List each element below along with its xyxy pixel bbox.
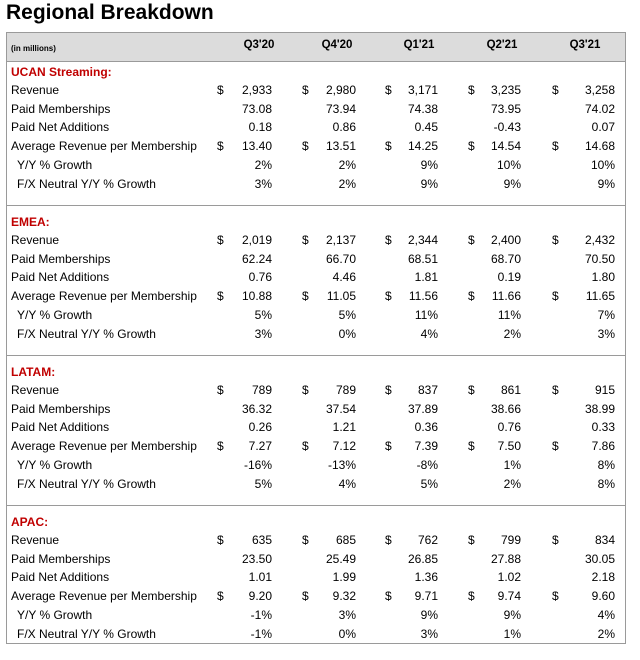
cell-value: 5% [254, 476, 272, 491]
cell-value: 9.74 [497, 589, 521, 604]
page-title: Regional Breakdown [6, 1, 214, 24]
cell-value: 789 [335, 383, 356, 397]
row-label: Paid Net Additions [11, 570, 110, 585]
row-label: Paid Memberships [11, 251, 111, 266]
table-row [7, 156, 625, 175]
currency-symbol: $ [468, 83, 475, 97]
cell-value: 73.95 [490, 101, 521, 116]
cell-value: 1.80 [591, 270, 615, 285]
table-row [7, 437, 625, 456]
row-label: F/X Neutral Y/Y % Growth [17, 176, 156, 191]
row-label: Paid Memberships [11, 551, 111, 566]
currency-symbol: $ [302, 233, 309, 247]
currency-symbol: $ [217, 139, 224, 154]
cell-value: 0.76 [248, 270, 272, 285]
currency-symbol: $ [385, 439, 392, 454]
table-row [7, 475, 625, 494]
currency-symbol: $ [385, 83, 392, 97]
cell-value: 2,400 [490, 233, 521, 247]
section-title: EMEA: [11, 215, 50, 229]
table-row [7, 287, 625, 306]
section-title: APAC: [11, 515, 49, 529]
table-row [7, 268, 625, 287]
cell-value: 9.60 [591, 589, 615, 604]
cell-value: 2% [597, 626, 615, 641]
cell-value: 0.86 [332, 120, 356, 135]
cell-value: 3,235 [490, 83, 521, 97]
cell-value: 7.27 [248, 439, 272, 454]
row-label: Revenue [11, 83, 60, 97]
cell-value: 2% [503, 476, 521, 491]
column-header-q2-21: Q2'21 [486, 39, 518, 51]
row-label: Revenue [11, 533, 60, 547]
currency-symbol: $ [302, 139, 309, 154]
cell-value: 23.50 [241, 551, 272, 566]
cell-value: 0.19 [497, 270, 521, 285]
row-label: F/X Neutral Y/Y % Growth [17, 326, 156, 341]
row-label: Average Revenue per Membership [11, 589, 197, 604]
cell-value: 7% [597, 307, 615, 322]
cell-value: 837 [417, 383, 438, 397]
table-row [7, 231, 625, 250]
cell-value: 14.54 [490, 139, 521, 154]
cell-value: 1% [503, 457, 521, 472]
currency-symbol: $ [302, 383, 309, 397]
cell-value: -1% [250, 626, 272, 641]
currency-symbol: $ [468, 533, 475, 547]
cell-value: 685 [335, 533, 356, 547]
row-label: Y/Y % Growth [17, 607, 93, 622]
regional-breakdown-table [6, 32, 626, 644]
cell-value: 3% [254, 176, 272, 191]
cell-value: 66.70 [325, 251, 356, 266]
table-row [7, 400, 625, 419]
cell-value: 0.76 [497, 420, 521, 435]
cell-value: 13.40 [241, 139, 272, 154]
cell-value: -0.43 [493, 120, 521, 135]
section-title: LATAM: [11, 365, 56, 379]
cell-value: 74.38 [407, 101, 438, 116]
currency-symbol: $ [302, 83, 309, 97]
currency-symbol: $ [468, 289, 475, 304]
table-row [7, 325, 625, 344]
currency-symbol: $ [302, 439, 309, 454]
cell-value: 1% [503, 626, 521, 641]
row-label: Y/Y % Growth [17, 157, 93, 172]
cell-value: 14.25 [407, 139, 438, 154]
cell-value: 2,980 [325, 83, 356, 97]
cell-value: 11% [497, 307, 521, 322]
cell-value: 0% [338, 326, 356, 341]
currency-symbol: $ [552, 289, 559, 304]
cell-value: 2% [254, 157, 272, 172]
cell-value: 9% [503, 607, 521, 622]
currency-symbol: $ [385, 233, 392, 247]
cell-value: 1.01 [248, 570, 272, 585]
cell-value: 4% [597, 607, 615, 622]
currency-symbol: $ [217, 589, 224, 604]
cell-value: 38.66 [490, 401, 521, 416]
cell-value: 7.50 [497, 439, 521, 454]
table-row [7, 550, 625, 569]
column-header-q4-20: Q4'20 [321, 39, 353, 51]
cell-value: 38.99 [584, 401, 615, 416]
row-label: Paid Memberships [11, 401, 111, 416]
cell-value: 27.88 [490, 551, 521, 566]
cell-value: 9% [420, 157, 438, 172]
row-label: Paid Net Additions [11, 270, 110, 285]
currency-symbol: $ [217, 83, 224, 97]
table-row [7, 250, 625, 269]
cell-value: 1.36 [414, 570, 438, 585]
currency-symbol: $ [385, 139, 392, 154]
table-row [7, 568, 625, 587]
table-row [7, 100, 625, 119]
currency-symbol: $ [302, 289, 309, 304]
cell-value: 2% [503, 326, 521, 341]
cell-value: 37.54 [325, 401, 356, 416]
currency-symbol: $ [552, 439, 559, 454]
cell-value: 9% [420, 607, 438, 622]
cell-value: 7.12 [332, 439, 356, 454]
table-row [7, 118, 625, 137]
currency-symbol: $ [217, 533, 224, 547]
cell-value: 30.05 [584, 551, 615, 566]
row-label: Paid Net Additions [11, 420, 110, 435]
cell-value: 834 [594, 533, 615, 547]
cell-value: 26.85 [407, 551, 438, 566]
cell-value: 4% [420, 326, 438, 341]
currency-symbol: $ [552, 83, 559, 97]
section-title: UCAN Streaming: [11, 65, 112, 79]
currency-symbol: $ [552, 589, 559, 604]
cell-value: 3% [254, 326, 272, 341]
cell-value: 10% [590, 157, 615, 172]
cell-value: 62.24 [241, 251, 272, 266]
cell-value: 11.05 [326, 289, 356, 304]
cell-value: 3,171 [407, 83, 438, 97]
cell-value: 9% [503, 176, 521, 191]
cell-value: 37.89 [407, 401, 438, 416]
cell-value: 5% [338, 307, 356, 322]
currency-symbol: $ [385, 533, 392, 547]
cell-value: 2% [338, 157, 356, 172]
currency-symbol: $ [217, 233, 224, 247]
cell-value: -8% [416, 457, 438, 472]
currency-symbol: $ [468, 383, 475, 397]
currency-symbol: $ [468, 439, 475, 454]
cell-value: 2,344 [407, 233, 438, 247]
cell-value: 0.18 [248, 120, 272, 135]
cell-value: 3% [597, 326, 615, 341]
cell-value: 3% [420, 626, 438, 641]
cell-value: 7.86 [591, 439, 615, 454]
cell-value: 1.21 [332, 420, 356, 435]
cell-value: 13.51 [325, 139, 356, 154]
row-label: Y/Y % Growth [17, 307, 93, 322]
cell-value: 9% [597, 176, 615, 191]
table-header [7, 33, 625, 62]
cell-value: 0.07 [591, 120, 615, 135]
currency-symbol: $ [217, 439, 224, 454]
cell-value: 0.36 [414, 420, 438, 435]
cell-value: -13% [327, 457, 356, 472]
table-row [7, 456, 625, 475]
cell-value: 0% [338, 626, 356, 641]
currency-symbol: $ [385, 289, 392, 304]
cell-value: 10.88 [241, 289, 272, 304]
cell-value: 2.18 [591, 570, 615, 585]
column-header-q3-21: Q3'21 [569, 39, 601, 51]
cell-value: 9% [420, 176, 438, 191]
table-row [7, 587, 625, 606]
cell-value: 789 [251, 383, 272, 397]
section-divider [7, 355, 625, 356]
cell-value: 7.39 [414, 439, 438, 454]
cell-value: 3% [338, 607, 356, 622]
cell-value: -1% [250, 607, 272, 622]
column-header-q3-20: Q3'20 [243, 39, 275, 51]
cell-value: 5% [420, 476, 438, 491]
cell-value: 2% [338, 176, 356, 191]
cell-value: 11.56 [408, 289, 438, 304]
row-label: Paid Memberships [11, 101, 111, 116]
row-label: Paid Net Additions [11, 120, 110, 135]
row-label: Average Revenue per Membership [11, 139, 197, 154]
currency-symbol: $ [468, 589, 475, 604]
cell-value: 4% [338, 476, 356, 491]
table-row [7, 137, 625, 156]
cell-value: 68.51 [407, 251, 438, 266]
cell-value: 9.20 [248, 589, 272, 604]
cell-value: 0.45 [414, 120, 438, 135]
currency-symbol: $ [385, 589, 392, 604]
currency-symbol: $ [552, 383, 559, 397]
cell-value: 25.49 [325, 551, 356, 566]
currency-symbol: $ [302, 589, 309, 604]
cell-value: 68.70 [490, 251, 521, 266]
cell-value: 635 [251, 533, 272, 547]
units-label: (in millions) [11, 44, 56, 53]
cell-value: 36.32 [241, 401, 272, 416]
row-label: Average Revenue per Membership [11, 289, 197, 304]
cell-value: 861 [500, 383, 521, 397]
cell-value: 2,432 [584, 233, 615, 247]
currency-symbol: $ [552, 233, 559, 247]
section-divider [7, 205, 625, 206]
cell-value: 5% [254, 307, 272, 322]
table-row [7, 418, 625, 437]
currency-symbol: $ [468, 139, 475, 154]
cell-value: 9.32 [332, 589, 356, 604]
cell-value: 11.66 [491, 289, 521, 304]
row-label: Revenue [11, 233, 60, 247]
table-row [7, 625, 625, 644]
row-label: F/X Neutral Y/Y % Growth [17, 476, 156, 491]
row-label: Average Revenue per Membership [11, 439, 197, 454]
currency-symbol: $ [217, 289, 224, 304]
currency-symbol: $ [468, 233, 475, 247]
cell-value: 1.02 [497, 570, 521, 585]
cell-value: 73.94 [325, 101, 356, 116]
cell-value: 4.46 [332, 270, 356, 285]
cell-value: 11.65 [585, 289, 615, 304]
cell-value: 10% [496, 157, 521, 172]
cell-value: 2,019 [241, 233, 272, 247]
cell-value: 74.02 [584, 101, 615, 116]
cell-value: 915 [594, 383, 615, 397]
cell-value: -16% [243, 457, 272, 472]
cell-value: 0.26 [248, 420, 272, 435]
cell-value: 9.71 [414, 589, 438, 604]
row-label: Y/Y % Growth [17, 457, 93, 472]
cell-value: 3,258 [584, 83, 615, 97]
cell-value: 762 [417, 533, 438, 547]
table-row [7, 175, 625, 194]
table-row [7, 531, 625, 550]
currency-symbol: $ [552, 533, 559, 547]
row-label: F/X Neutral Y/Y % Growth [17, 626, 156, 641]
section-divider [7, 505, 625, 506]
currency-symbol: $ [217, 383, 224, 397]
column-header-q1-21: Q1'21 [403, 39, 435, 51]
currency-symbol: $ [552, 139, 559, 154]
table-row [7, 81, 625, 100]
currency-symbol: $ [302, 533, 309, 547]
cell-value: 2,137 [325, 233, 356, 247]
row-label: Revenue [11, 383, 60, 397]
table-row [7, 606, 625, 625]
cell-value: 0.33 [591, 420, 615, 435]
cell-value: 14.68 [584, 139, 615, 154]
cell-value: 1.81 [414, 270, 438, 285]
cell-value: 73.08 [241, 101, 272, 116]
currency-symbol: $ [385, 383, 392, 397]
cell-value: 8% [597, 457, 615, 472]
cell-value: 11% [414, 307, 438, 322]
cell-value: 1.99 [332, 570, 356, 585]
cell-value: 8% [597, 476, 615, 491]
table-row [7, 381, 625, 400]
cell-value: 799 [500, 533, 521, 547]
cell-value: 2,933 [241, 83, 272, 97]
cell-value: 70.50 [584, 251, 615, 266]
table-row [7, 306, 625, 325]
